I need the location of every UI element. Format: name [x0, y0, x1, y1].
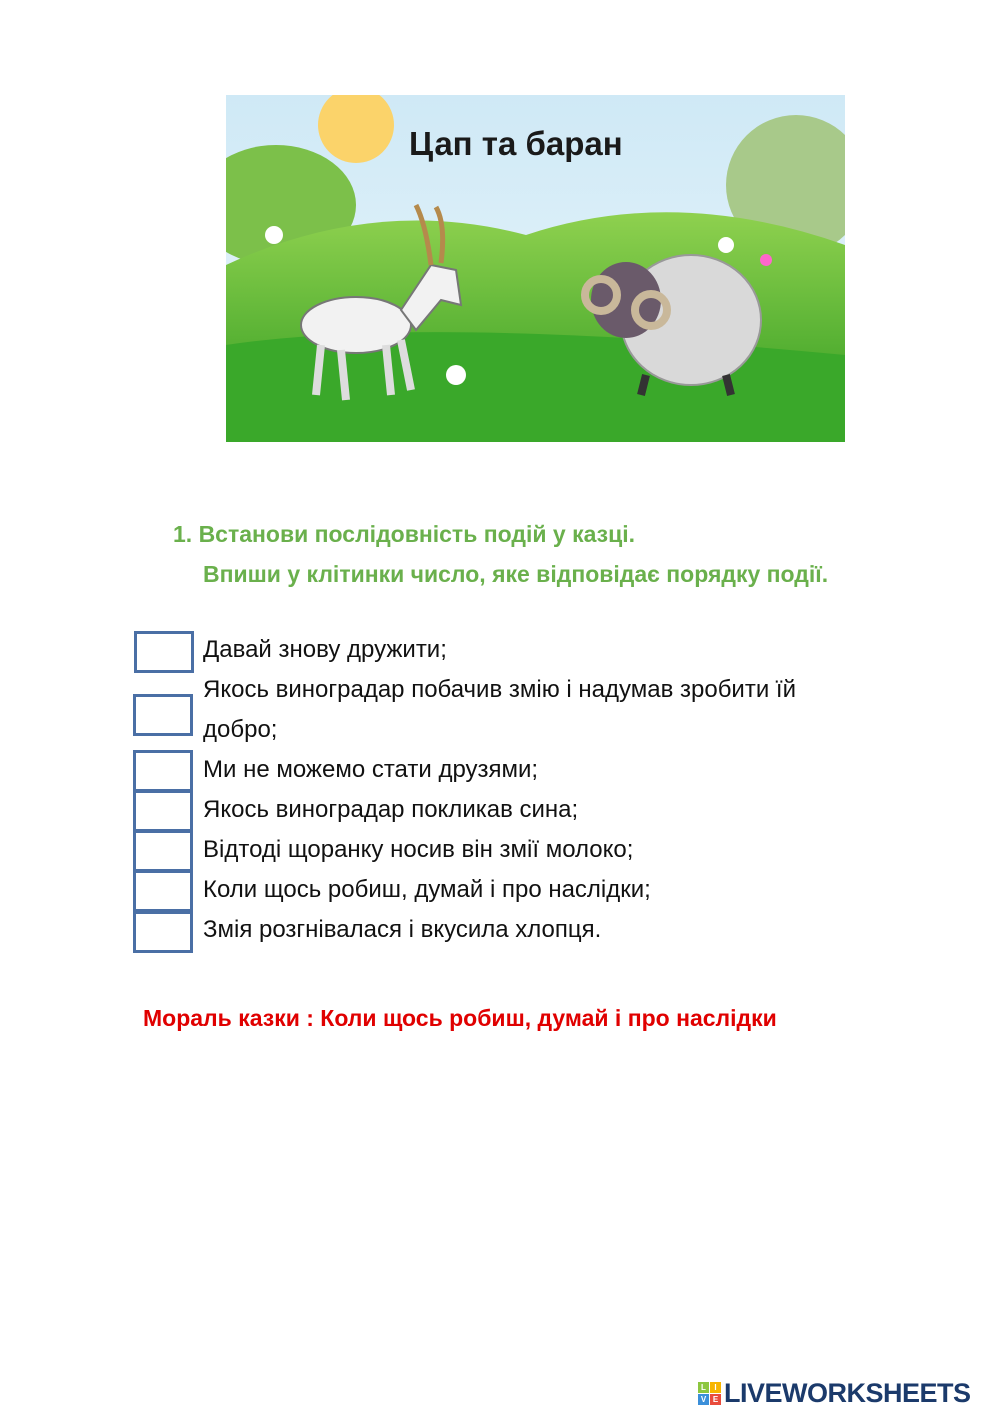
- task-instructions: [173, 514, 828, 594]
- story-illustration: [226, 95, 845, 442]
- logo-icon: [698, 1382, 721, 1405]
- event-item: Коли щось робиш, думай і про наслідки;: [203, 876, 651, 903]
- event-item: Якось виноградар покликав сина;: [203, 796, 579, 823]
- logo-letter: E: [710, 1394, 721, 1405]
- answer-box-6[interactable]: [133, 870, 193, 912]
- logo-letter: L: [698, 1382, 709, 1393]
- task-subheading: Впиши у клітинки число, яке відповідає порядку події.: [203, 561, 829, 587]
- story-moral: Мораль казки : Коли щось робиш, думай і про наслідки: [143, 1005, 777, 1031]
- event-item: добро;: [203, 716, 278, 743]
- event-item: Відтоді щоранку носив він змії молоко;: [203, 836, 634, 863]
- event-item: Змія розгнівалася і вкусила хлопця.: [203, 916, 602, 943]
- event-item: Якось виноградар побачив змію і надумав зробити їй: [203, 676, 796, 703]
- answer-box-5[interactable]: [133, 830, 193, 872]
- answer-box-1[interactable]: [134, 631, 194, 673]
- answer-box-7[interactable]: [133, 911, 193, 953]
- logo-letter: V: [698, 1394, 709, 1405]
- answer-box-4[interactable]: [133, 790, 193, 832]
- liveworksheets-logo: [698, 1378, 971, 1409]
- illustration-title: Цап та баран: [409, 125, 623, 162]
- event-list: [203, 630, 796, 950]
- logo-letter: I: [710, 1382, 721, 1393]
- task-heading: 1. Встанови послідовність подій у казці.: [173, 521, 635, 547]
- event-item: Ми не можемо стати друзями;: [203, 756, 539, 783]
- logo-text: LIVEWORKSHEETS: [724, 1378, 971, 1408]
- event-item: Давай знову дружити;: [203, 636, 447, 663]
- answer-box-2[interactable]: [133, 694, 193, 736]
- answer-box-3[interactable]: [133, 750, 193, 792]
